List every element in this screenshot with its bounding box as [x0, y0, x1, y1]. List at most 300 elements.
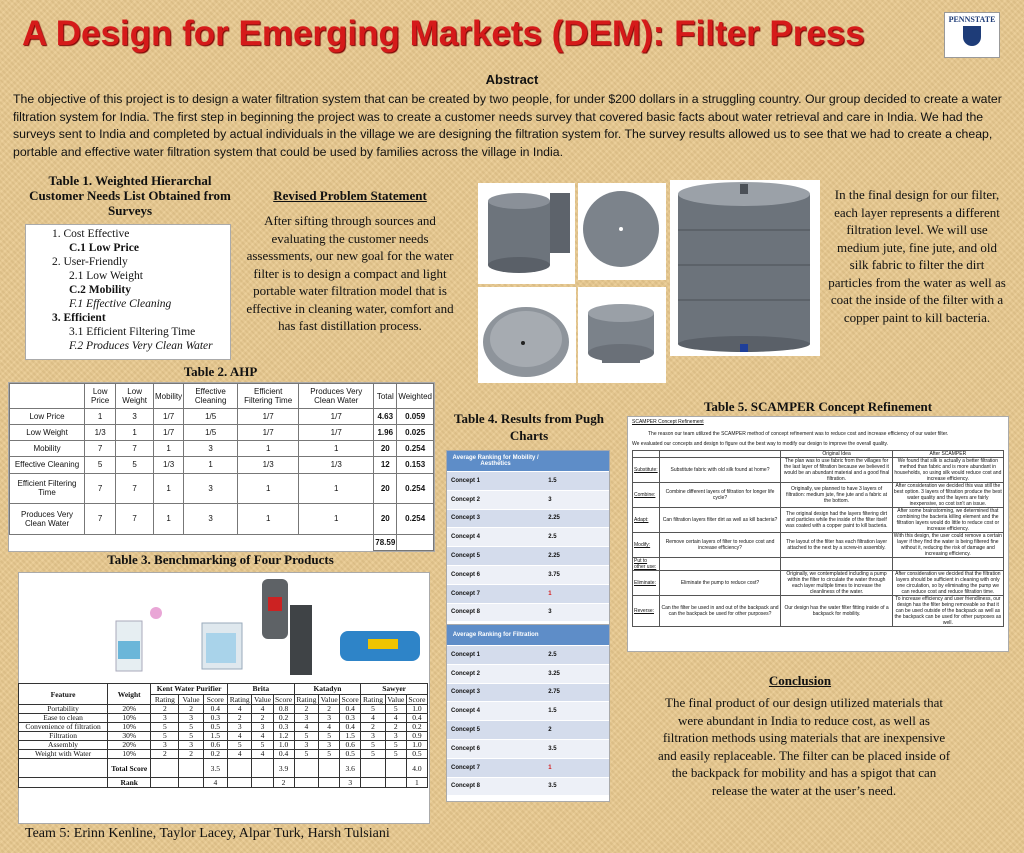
pugh-header-cell: Average Ranking for Filtration	[447, 625, 544, 646]
ahp-cell: 12	[374, 457, 397, 473]
bench-cell: 4	[227, 732, 251, 741]
scamper-cell: Adapt:	[633, 508, 660, 533]
bench-total-score: 4.0	[406, 759, 427, 778]
ahp-empty-cell	[116, 534, 154, 550]
ahp-cell: 0.254	[397, 441, 434, 457]
scamper-header-cell	[633, 451, 660, 458]
ahp-cell: 1/5	[184, 425, 238, 441]
ahp-cell: 1/3	[299, 457, 374, 473]
bench-cell: 5	[151, 732, 179, 741]
abstract-text: The objective of this project is to design a water filtration system that can be created by two people, for under $200 dollars in a struggling country. Our group decided to create a water filtration system for India. The first step in beginning the project was to create a customer needs survey that covered basic facts about water retrieval and care in India. We had the surveys sent to India and completed by actual individuals in the village we are designing the filtration system for. The survey results allowed us to see that we had to create a cheap, portable and effective water filtration system that could be used by families across the village in India.	[13, 92, 1002, 159]
bench-product-header: Kent Water Purifier	[151, 684, 228, 695]
scamper-cell: Combine different layers of filtration for longer life cycle?	[659, 483, 781, 508]
ahp-cell: 5	[85, 457, 116, 473]
pugh-concept-cell: Concept 8	[447, 603, 544, 622]
needs-item: C.1 Low Price	[69, 242, 139, 254]
bench-subheader: Rating	[294, 694, 318, 705]
scamper-cell	[659, 558, 781, 571]
ahp-header-cell: Efficient Filtering Time	[238, 384, 299, 409]
bench-cell: 0.9	[406, 732, 427, 741]
table1-list	[25, 224, 231, 360]
bench-cell: 5	[227, 741, 251, 750]
pugh-value-cell: 2.5	[544, 528, 609, 547]
ahp-cell: 1/7	[238, 409, 299, 425]
pugh-row	[447, 528, 609, 547]
needs-item: 3. Efficient	[52, 312, 106, 324]
ahp-cell: Mobility	[10, 441, 85, 457]
bench-cell: 3	[361, 732, 385, 741]
scamper-header-cell: After SCAMPER	[892, 451, 1003, 458]
needs-item: C.2 Mobility	[69, 284, 131, 296]
pugh-row	[447, 565, 609, 584]
pugh-value-cell: 3.75	[544, 565, 609, 584]
pugh-header-row	[447, 451, 609, 472]
bench-cell: 0.4	[340, 723, 361, 732]
ahp-cell: 1.96	[374, 425, 397, 441]
bench-subheader: Rating	[151, 694, 179, 705]
pugh-concept-cell: Concept 7	[447, 758, 544, 777]
bench-cell: 2	[151, 750, 179, 759]
ahp-empty-cell	[299, 534, 374, 550]
bench-header-row	[19, 684, 428, 695]
scamper-header-row	[633, 451, 1004, 458]
bench-cell: 0.2	[203, 750, 227, 759]
pugh-value-cell: 2.75	[544, 683, 609, 702]
ahp-row	[10, 425, 434, 441]
bench-cell: 0.6	[203, 741, 227, 750]
cad-cylinder-drawing	[478, 183, 575, 284]
bench-cell: 4	[227, 750, 251, 759]
pugh-value-cell: 1	[544, 584, 609, 603]
bench-cell: 3	[294, 741, 318, 750]
cad-assembly-image	[670, 180, 820, 356]
ahp-cell: 7	[116, 441, 154, 457]
scamper-cell: After some brainstorming, we determined that combining the bacteria killing element and the filtration layers would do little to reduce cost or increase efficiency.	[892, 508, 1003, 533]
needs-item: 2.1 Low Weight	[69, 270, 143, 282]
bench-cell: 5	[361, 705, 385, 714]
pugh-row	[447, 490, 609, 509]
bench-cell: 10%	[108, 714, 151, 723]
ahp-empty-cell	[184, 534, 238, 550]
pugh-row	[447, 664, 609, 683]
bench-cell: 3	[179, 714, 203, 723]
ahp-cell: 1	[238, 504, 299, 535]
ahp-header-cell: Produces Very Clean Water	[299, 384, 374, 409]
ahp-cell: 1	[154, 473, 184, 504]
bench-empty-cell	[179, 759, 203, 778]
bench-cell: 5	[294, 750, 318, 759]
pugh-row	[447, 683, 609, 702]
bench-cell: 1.5	[203, 732, 227, 741]
bench-empty-cell	[227, 778, 251, 788]
bench-cell: Convenience of filtration	[19, 723, 108, 732]
ahp-cell: 0.254	[397, 504, 434, 535]
bench-cell: Portability	[19, 705, 108, 714]
problem-text: After sifting through sources and evaluating the customer needs assessments, our new goal for the water filter is to design a compact and light portable water filtration model that is effective in cleaning water, comfort and has fast distillation process.	[246, 213, 454, 333]
bench-cell: 3	[227, 723, 251, 732]
bench-cell: 4	[252, 705, 273, 714]
pugh-concept-cell: Concept 3	[447, 509, 544, 528]
bench-row	[19, 750, 428, 759]
ahp-table	[9, 383, 434, 551]
cad-dish-image	[478, 287, 576, 383]
bench-cell: 0.4	[203, 705, 227, 714]
cad-disc-image	[578, 183, 666, 280]
needs-item: 1. Cost Effective	[52, 228, 130, 240]
ahp-cell: 0.153	[397, 457, 434, 473]
bench-empty-cell	[385, 759, 406, 778]
pugh-value-cell: 3	[544, 490, 609, 509]
ahp-cell: 7	[85, 473, 116, 504]
pugh-row	[447, 739, 609, 758]
scamper-cell	[892, 558, 1003, 571]
pugh-value-cell: 1	[544, 758, 609, 777]
bench-cell: 3	[319, 741, 340, 750]
bench-cell: Weight with Water	[19, 750, 108, 759]
scamper-cell: The plan was to use fabric from the villages for the last layer of filtration because we believed it would be an abundant material and a good final filtration.	[781, 458, 892, 483]
bench-cell: 4	[385, 714, 406, 723]
ahp-header-cell: Effective Cleaning	[184, 384, 238, 409]
products-drawing	[22, 575, 426, 680]
ahp-row	[10, 473, 434, 504]
scamper-cell: Can the filter be used in and out of the backpack and can the backpack be used for other purposes?	[659, 596, 781, 627]
bench-cell: 5	[385, 705, 406, 714]
pugh-value-cell: 2.25	[544, 509, 609, 528]
bench-cell: Assembly	[19, 741, 108, 750]
scamper-table	[632, 450, 1004, 627]
pugh-concept-cell: Concept 2	[447, 490, 544, 509]
bench-subheader: Value	[253, 694, 272, 704]
ahp-cell: 7	[116, 504, 154, 535]
scamper-document	[627, 416, 1009, 652]
scamper-intro1: The reason our team utilized the SCAMPER method of concept refinement was to reduce cost and increase efficiency of our water filter.	[648, 431, 949, 437]
bench-empty-cell	[179, 778, 203, 788]
bench-empty-cell	[361, 778, 385, 788]
bench-cell: 10%	[108, 723, 151, 732]
bench-cell: 5	[385, 750, 406, 759]
pugh-concept-cell: Concept 5	[447, 721, 544, 740]
pugh-filtration-panel	[446, 624, 610, 802]
bench-weight-header: Weight	[108, 684, 151, 705]
bench-cell: 5	[151, 723, 179, 732]
bench-cell: 5	[361, 750, 385, 759]
bench-cell: 2	[319, 705, 340, 714]
products-photo	[22, 575, 426, 680]
bench-empty-cell	[252, 778, 273, 788]
ahp-empty-cell	[154, 534, 184, 550]
pugh-header-row	[447, 625, 609, 646]
bench-cell: 2	[252, 714, 273, 723]
cad-disc-drawing	[578, 183, 666, 280]
pugh-concept-cell: Concept 5	[447, 547, 544, 566]
team-credits: Team 5: Erinn Kenline, Taylor Lacey, Alpar Turk, Harsh Tulsiani	[25, 826, 390, 841]
bench-subheader: Score	[341, 694, 359, 704]
bench-cell: 5	[179, 723, 203, 732]
bench-cell: 10%	[108, 750, 151, 759]
pugh-value-cell: 1.5	[544, 702, 609, 721]
bench-cell: 5	[252, 741, 273, 750]
pugh-concept-cell: Concept 2	[447, 664, 544, 683]
pugh-mobility-panel	[446, 450, 610, 626]
scamper-cell: After consideration we decided that the filtration layers should be sufficient in cleaning with only one circulation, so by eliminating the pump we can reduce cost and reduce filtration time.	[892, 571, 1003, 596]
scamper-cell: Put to other use:	[633, 558, 660, 571]
bench-cell: 0.4	[406, 714, 427, 723]
ahp-cell: 1	[154, 504, 184, 535]
ahp-empty-cell	[238, 534, 299, 550]
bench-product-header: Brita	[227, 684, 294, 695]
pugh-row	[447, 721, 609, 740]
bench-rank: 4	[203, 778, 227, 788]
scamper-cell: Eliminate the pump to reduce cost?	[659, 571, 781, 596]
scamper-cell: With this design, the user could remove a certain layer if they find the water is being filtered fine without it, reducing the risk of damage and increasing efficiency.	[893, 533, 1002, 557]
bench-subheader: Score	[203, 694, 227, 705]
needs-item: 3.1 Efficient Filtering Time	[69, 326, 196, 338]
pugh-row	[447, 547, 609, 566]
pugh-value-cell: 2.5	[544, 646, 609, 665]
bench-empty-cell	[319, 778, 340, 788]
conclusion-text: The final product of our design utilized materials that were abundant in India to reduce cost, as well as filtration methods using materials that are inexpensive and easily replaceable. The filter can be placed inside of the backpack for mobility and has a spigot that can release the water at the user’s need.	[657, 695, 951, 798]
scamper-cell: Originally, we planned to have 3 layers of filtration: medium jute, fine jute and a fabric at the bottom.	[781, 483, 892, 508]
pugh-value-cell: 3	[544, 603, 609, 622]
pugh-row	[447, 702, 609, 721]
ahp-cell: 1	[238, 441, 299, 457]
table5-caption: Table 5. SCAMPER Concept Refinement	[703, 399, 933, 414]
scamper-cell: After consideration we decided this was still the best option. 3 layers of filtration produce the best water quality and the layers are fairly inexpensive, so cost isn't an issue.	[893, 483, 1002, 507]
bench-cell: 0.4	[340, 705, 361, 714]
bench-cell: 1.0	[273, 741, 294, 750]
scamper-cell: Our design has the water filter fitting inside of a backpack for mobility.	[781, 596, 892, 627]
bench-subheader: Value	[387, 694, 405, 704]
ahp-cell: 1/7	[154, 425, 184, 441]
ahp-total-row	[10, 534, 434, 550]
scamper-intro2: We evaluated our concepts and design to figure out the best way to modify our design to improve the overall quality.	[632, 441, 889, 447]
bench-cell: 2	[227, 714, 251, 723]
ahp-header-cell: Mobility	[154, 384, 184, 409]
pugh-concept-cell: Concept 3	[447, 683, 544, 702]
bench-cell: 0.3	[203, 714, 227, 723]
ahp-cell: 7	[85, 504, 116, 535]
ahp-cell: 1/7	[154, 409, 184, 425]
bench-cell: 4	[252, 732, 273, 741]
pugh-concept-cell: Concept 1	[447, 646, 544, 665]
ahp-cell: 7	[116, 473, 154, 504]
problem-heading: Revised Problem Statement	[273, 188, 427, 203]
cad-base-image	[578, 287, 666, 383]
bench-empty-cell	[19, 778, 108, 788]
ahp-cell: 1	[85, 409, 116, 425]
pugh-concept-cell: Concept 8	[447, 777, 544, 796]
bench-cell: Filtration	[19, 732, 108, 741]
cad-cylinder-image	[478, 183, 575, 284]
bench-cell: 4	[227, 705, 251, 714]
bench-rank: 3	[340, 778, 361, 788]
bench-total-score: 3.6	[340, 759, 361, 778]
pugh-concept-cell: Concept 6	[447, 565, 544, 584]
bench-cell: 0.2	[406, 723, 427, 732]
bench-cell: 0.5	[340, 750, 361, 759]
pugh-concept-cell: Concept 6	[447, 739, 544, 758]
ahp-cell: 1/7	[299, 425, 374, 441]
bench-cell: 0.3	[273, 723, 294, 732]
pugh-value-cell: 2	[544, 721, 609, 740]
bench-cell: 2	[385, 723, 406, 732]
scamper-doc-title: SCAMPER Concept Refinement	[632, 419, 704, 425]
pugh-filtration-table	[447, 625, 609, 796]
bench-subheader: Value	[179, 694, 203, 705]
bench-empty-cell	[151, 778, 179, 788]
bench-cell: 0.5	[203, 723, 227, 732]
bench-subheader: Score	[275, 694, 293, 704]
ahp-cell: 1	[184, 457, 238, 473]
ahp-row	[10, 457, 434, 473]
ahp-cell: 1	[299, 504, 374, 535]
bench-cell: 3	[294, 714, 318, 723]
bench-cell: 2	[294, 705, 318, 714]
scamper-row	[633, 533, 1004, 558]
table2-caption: Table 2. AHP	[183, 364, 258, 379]
bench-cell: 4	[294, 723, 318, 732]
pugh-mobility-table	[447, 451, 609, 622]
scamper-cell	[781, 558, 892, 571]
pugh-concept-cell: Concept 4	[447, 702, 544, 721]
bench-feature-header: Feature	[19, 684, 108, 705]
pugh-header-cell: Average Ranking for Mobility / Aesthetics	[447, 451, 544, 472]
ahp-cell: Efficient Filtering Time	[10, 473, 85, 504]
ahp-cell: 3	[184, 441, 238, 457]
cad-base-drawing	[578, 287, 666, 383]
ahp-header-cell: Weighted	[397, 384, 434, 409]
bench-empty-cell	[294, 778, 318, 788]
ahp-cell: 1	[238, 473, 299, 504]
bench-subheader: Value	[320, 694, 338, 704]
table1-caption: Table 1. Weighted Hierarchal Customer Needs List Obtained from Surveys	[29, 173, 231, 218]
ahp-cell: Produces Very Clean Water	[10, 504, 85, 535]
bench-empty-cell	[294, 759, 318, 778]
ahp-cell: Effective Cleaning	[10, 457, 85, 473]
scamper-cell: Originally, we contemplated including a pump within the filter to circulate the water through each layer multiple times to increase the cleanliness of the water.	[781, 571, 892, 596]
ahp-cell: 1/3	[238, 457, 299, 473]
bench-cell: 3	[385, 732, 406, 741]
ahp-empty-cell	[85, 534, 116, 550]
pugh-concept-cell: Concept 1	[447, 472, 544, 491]
bench-cell: 4	[252, 750, 273, 759]
ahp-cell: Low Weight	[10, 425, 85, 441]
bench-cell: 3	[319, 714, 340, 723]
benchmark-table	[18, 683, 428, 788]
pugh-row	[447, 472, 609, 491]
bench-cell: 0.4	[273, 750, 294, 759]
conclusion-heading: Conclusion	[768, 673, 832, 688]
pugh-value-cell: 3.25	[544, 664, 609, 683]
bench-empty-cell	[19, 759, 108, 778]
pugh-value-cell: 1.5	[544, 472, 609, 491]
bench-rank: 1	[406, 778, 427, 788]
pugh-row	[447, 509, 609, 528]
ahp-cell: 1	[299, 441, 374, 457]
ahp-empty-cell	[10, 534, 85, 550]
ahp-cell: 3	[184, 473, 238, 504]
ahp-cell: 1	[154, 441, 184, 457]
bench-cell: 20%	[108, 705, 151, 714]
bench-cell: 3	[151, 714, 179, 723]
scamper-cell: The original design had the layers filtering dirt and particles while the inside of the filter itself was coated with a copper paint to kill bacteria.	[781, 508, 892, 533]
ahp-cell: Low Price	[10, 409, 85, 425]
bench-rank: 2	[273, 778, 294, 788]
bench-cell: 0.5	[406, 750, 427, 759]
scamper-row	[633, 571, 1004, 596]
ahp-cell: 1/5	[184, 409, 238, 425]
bench-total-score: 3.5	[203, 759, 227, 778]
bench-cell: 5	[361, 741, 385, 750]
bench-cell: 5	[294, 732, 318, 741]
pugh-row	[447, 646, 609, 665]
needs-item: F.1 Effective Cleaning	[69, 298, 172, 310]
ahp-cell: 1/7	[299, 409, 374, 425]
ahp-header-cell: Low Weight	[116, 384, 154, 409]
pugh-value-cell: 2.25	[544, 547, 609, 566]
bench-cell: 1.0	[406, 741, 427, 750]
ahp-cell: 3	[116, 409, 154, 425]
ahp-cell: 4.63	[374, 409, 397, 425]
bench-cell: 2	[179, 705, 203, 714]
scamper-header-cell: Original Idea	[781, 451, 892, 458]
bench-rank-row	[19, 778, 428, 788]
pugh-row	[447, 584, 609, 603]
table2-ahp	[8, 382, 435, 552]
bench-cell: 2	[151, 705, 179, 714]
scamper-row	[633, 508, 1004, 533]
bench-cell: 1.0	[406, 705, 427, 714]
ahp-cell: 1/7	[238, 425, 299, 441]
bench-cell: 3	[151, 741, 179, 750]
ahp-row	[10, 409, 434, 425]
ahp-header-row	[10, 384, 434, 409]
pugh-row	[447, 758, 609, 777]
needs-item: 2. User-Friendly	[52, 256, 128, 268]
cad-dish-drawing	[478, 287, 576, 383]
bench-cell: 0.8	[273, 705, 294, 714]
bench-product-header: Sawyer	[361, 684, 428, 695]
scamper-row	[633, 596, 1004, 627]
table3-benchmark	[18, 683, 428, 788]
ahp-header-cell	[10, 384, 85, 409]
ahp-cell: 1	[116, 425, 154, 441]
pugh-value-cell: 3.5	[544, 777, 609, 796]
bench-cell: 0.3	[340, 714, 361, 723]
scamper-header-cell	[659, 451, 781, 458]
bench-empty-cell	[385, 778, 406, 788]
bench-total-row	[19, 759, 428, 778]
ahp-header-cell: Low Price	[85, 384, 116, 409]
scamper-cell: Remove certain layers of filter to reduce cost and increase efficiency?	[659, 533, 781, 558]
bench-cell: 1.5	[340, 732, 361, 741]
ahp-grand-total: 78.59	[374, 534, 397, 550]
scamper-row	[633, 483, 1004, 508]
ahp-empty-cell	[397, 534, 434, 550]
bench-subheader: Rating	[361, 694, 385, 705]
pugh-header-cell	[544, 625, 609, 646]
cad-assembly-drawing	[670, 180, 820, 356]
pugh-header-cell	[544, 451, 609, 472]
ahp-cell: 20	[374, 441, 397, 457]
ahp-cell: 0.025	[397, 425, 434, 441]
pugh-row	[447, 777, 609, 796]
scamper-row	[633, 458, 1004, 483]
ahp-header-cell: Total	[374, 384, 397, 409]
table4-caption: Table 4. Results from Pugh Charts	[454, 411, 604, 443]
bench-empty-cell	[361, 759, 385, 778]
bench-empty-cell	[319, 759, 340, 778]
